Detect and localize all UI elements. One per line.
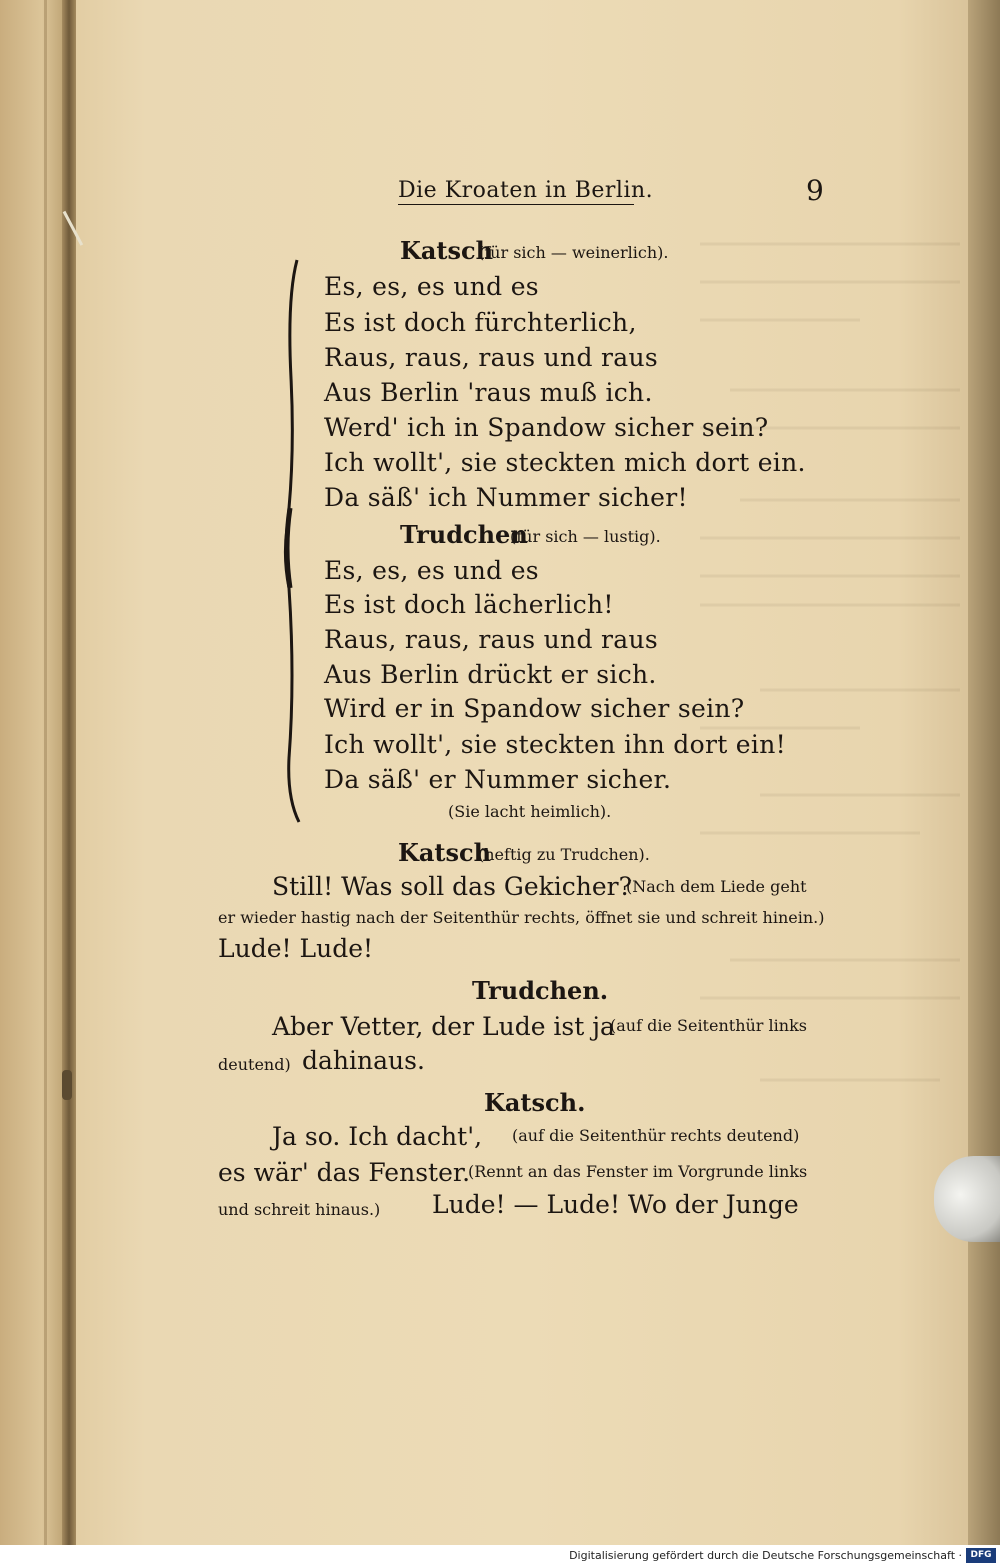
- verse-line: Da säß' ich Nummer sicher!: [324, 483, 688, 512]
- verse-line: Es, es, es und es: [324, 272, 539, 301]
- dialogue-text: es wär' das Fenster.: [218, 1158, 471, 1187]
- speaker-trudchen: Trudchen.: [472, 976, 609, 1005]
- dialogue-text: Lude! — Lude! Wo der Junge: [432, 1190, 799, 1219]
- stage-direction: (Rennt an das Fenster im Vorgrunde links: [468, 1162, 808, 1181]
- verse-line: Es ist doch fürchterlich,: [324, 308, 637, 337]
- left-page-fold: [44, 0, 47, 1545]
- dialogue-text: dahinaus.: [302, 1046, 425, 1075]
- stage-direction: deutend): [218, 1055, 291, 1074]
- speaker-katsch: Katsch: [400, 236, 494, 265]
- verse-bracket: [283, 258, 303, 824]
- dialogue-text: Aber Vetter, der Lude ist ja: [272, 1012, 615, 1041]
- page-number: 9: [806, 174, 824, 207]
- right-page-edge: [968, 0, 1000, 1545]
- verse-line: Werd' ich in Spandow sicher sein?: [324, 413, 769, 442]
- dialogue-text: Ja so. Ich dacht',: [272, 1122, 483, 1151]
- verse-line: Da säß' er Nummer sicher.: [324, 765, 672, 794]
- verse-line: Raus, raus, raus und raus: [324, 625, 658, 654]
- verse-line: Aus Berlin drückt er sich.: [324, 660, 657, 689]
- dfg-logo: DFG: [966, 1548, 996, 1563]
- stage-direction: (für sich — lustig).: [510, 527, 661, 546]
- page-clip: [934, 1156, 1000, 1242]
- speaker-trudchen: Trudchen: [400, 520, 528, 549]
- stage-direction: (auf die Seitenthür links: [610, 1016, 807, 1035]
- verse-line: Es, es, es und es: [324, 556, 539, 585]
- dialogue-text: Lude! Lude!: [218, 934, 374, 963]
- stage-direction: und schreit hinaus.): [218, 1200, 381, 1219]
- stage-direction: (für sich — weinerlich).: [478, 243, 669, 262]
- stage-direction: (Nach dem Liede geht: [626, 877, 807, 896]
- running-head-rule: [398, 204, 634, 205]
- speaker-katsch: Katsch.: [484, 1088, 586, 1117]
- funding-notice: Digitalisierung gefördert durch die Deutsche Forschungsgemeinschaft ·: [569, 1549, 962, 1562]
- stage-direction: (heftig zu Trudchen).: [478, 845, 650, 864]
- verse-line: Es ist doch lächerlich!: [324, 590, 614, 619]
- verse-line: Ich wollt', sie steckten ihn dort ein!: [324, 730, 786, 759]
- binding-mark: [62, 1070, 72, 1100]
- stage-direction: (auf die Seitenthür rechts deutend): [512, 1126, 800, 1145]
- stage-direction: er wieder hastig nach der Seitenthür rechts, öffnet sie und schreit hinein.): [218, 908, 825, 927]
- left-page-edge: [0, 0, 70, 1545]
- verse-line: Aus Berlin 'raus muß ich.: [324, 378, 653, 407]
- verse-line: Raus, raus, raus und raus: [324, 343, 658, 372]
- speaker-katsch: Katsch: [398, 838, 492, 867]
- verse-line: Wird er in Spandow sicher sein?: [324, 694, 745, 723]
- verse-line: Ich wollt', sie steckten mich dort ein.: [324, 448, 806, 477]
- dialogue-text: Still! Was soll das Gekicher?: [272, 872, 633, 901]
- stage-direction: (Sie lacht heimlich).: [448, 802, 612, 821]
- running-head: Die Kroaten in Berlin.: [398, 178, 654, 203]
